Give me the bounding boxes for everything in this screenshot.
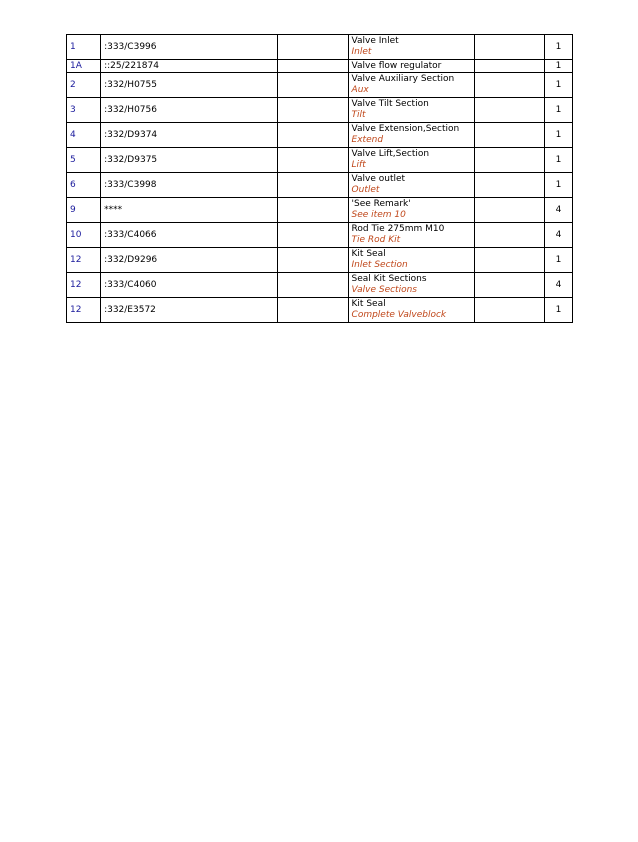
item-number-cell: 5 xyxy=(67,148,101,173)
item-number-cell: 12 xyxy=(67,248,101,273)
empty-cell xyxy=(474,73,544,98)
table-row xyxy=(67,223,573,248)
empty-cell xyxy=(474,173,544,198)
parts-table xyxy=(66,34,573,323)
description-note: Inlet Section xyxy=(351,260,408,270)
quantity-cell: 1 xyxy=(544,148,572,173)
item-number-cell: 3 xyxy=(67,98,101,123)
empty-cell xyxy=(278,98,348,123)
description-note: Extend xyxy=(351,135,384,145)
description-cell xyxy=(348,273,474,298)
table-row xyxy=(67,198,573,223)
table-row xyxy=(67,148,573,173)
description-text: Valve Inlet xyxy=(351,36,399,46)
description-cell xyxy=(348,223,474,248)
empty-cell xyxy=(474,298,544,323)
empty-cell xyxy=(278,123,348,148)
description-cell xyxy=(348,35,474,60)
table-row xyxy=(67,248,573,273)
empty-cell xyxy=(278,35,348,60)
empty-cell xyxy=(474,35,544,60)
part-number-cell: :333/C3996 xyxy=(101,35,278,60)
empty-cell xyxy=(474,273,544,298)
description-text: Valve flow regulator xyxy=(351,60,442,71)
empty-cell xyxy=(278,148,348,173)
table-row xyxy=(67,73,573,98)
quantity-cell: 4 xyxy=(544,223,572,248)
description-note: Complete Valveblock xyxy=(351,310,447,320)
empty-cell xyxy=(474,98,544,123)
description-text: Seal Kit Sections xyxy=(351,274,427,284)
description-note: Aux xyxy=(351,85,369,95)
description-cell xyxy=(348,60,474,73)
description-cell xyxy=(348,198,474,223)
empty-cell xyxy=(278,273,348,298)
quantity-cell: 1 xyxy=(544,248,572,273)
table-row xyxy=(67,298,573,323)
description-cell xyxy=(348,298,474,323)
quantity-cell: 1 xyxy=(544,123,572,148)
empty-cell xyxy=(278,73,348,98)
table-row xyxy=(67,35,573,60)
empty-cell xyxy=(278,298,348,323)
empty-cell xyxy=(474,60,544,73)
description-text: Valve Tilt Section xyxy=(351,99,429,109)
item-number-cell: 4 xyxy=(67,123,101,148)
part-number-cell: :332/H0755 xyxy=(101,73,278,98)
part-number-cell: ::25/221874 xyxy=(101,60,278,73)
description-text: Valve Lift,Section xyxy=(351,149,430,159)
part-number-cell: :333/C4066 xyxy=(101,223,278,248)
description-text: Kit Seal xyxy=(351,299,386,309)
description-note: Inlet xyxy=(351,47,372,57)
description-text: Valve Auxiliary Section xyxy=(351,74,455,84)
empty-cell xyxy=(278,60,348,73)
quantity-cell: 1 xyxy=(544,98,572,123)
description-cell xyxy=(348,98,474,123)
item-number-cell: 9 xyxy=(67,198,101,223)
empty-cell xyxy=(474,123,544,148)
description-note: See item 10 xyxy=(351,210,406,220)
item-number-cell: 10 xyxy=(67,223,101,248)
description-text: Rod Tie 275mm M10 xyxy=(351,224,445,234)
quantity-cell: 4 xyxy=(544,273,572,298)
item-number-cell: 6 xyxy=(67,173,101,198)
description-cell xyxy=(348,73,474,98)
description-cell xyxy=(348,248,474,273)
item-number-cell: 1A xyxy=(67,60,101,73)
quantity-cell: 1 xyxy=(544,173,572,198)
parts-table-body xyxy=(67,35,573,323)
empty-cell xyxy=(278,173,348,198)
table-row xyxy=(67,98,573,123)
part-number-cell: :332/D9374 xyxy=(101,123,278,148)
description-cell xyxy=(348,173,474,198)
item-number-cell: 1 xyxy=(67,35,101,60)
part-number-cell: **** xyxy=(101,198,278,223)
description-cell xyxy=(348,123,474,148)
description-text: 'See Remark' xyxy=(351,199,411,209)
item-number-cell: 12 xyxy=(67,298,101,323)
description-text: Valve Extension,Section xyxy=(351,124,460,134)
empty-cell xyxy=(278,223,348,248)
table-row xyxy=(67,123,573,148)
empty-cell xyxy=(474,223,544,248)
table-row xyxy=(67,173,573,198)
quantity-cell: 1 xyxy=(544,73,572,98)
part-number-cell: :332/E3572 xyxy=(101,298,278,323)
quantity-cell: 1 xyxy=(544,35,572,60)
description-note: Lift xyxy=(351,160,366,170)
quantity-cell: 1 xyxy=(544,298,572,323)
description-note: Tie Rod Kit xyxy=(351,235,401,245)
empty-cell xyxy=(278,248,348,273)
quantity-cell: 4 xyxy=(544,198,572,223)
part-number-cell: :332/D9375 xyxy=(101,148,278,173)
item-number-cell: 2 xyxy=(67,73,101,98)
empty-cell xyxy=(474,248,544,273)
description-cell xyxy=(348,148,474,173)
empty-cell xyxy=(474,198,544,223)
description-note: Tilt xyxy=(351,110,366,120)
quantity-cell: 1 xyxy=(544,60,572,73)
item-number-cell: 12 xyxy=(67,273,101,298)
description-note: Valve Sections xyxy=(351,285,417,295)
table-row xyxy=(67,60,573,73)
part-number-cell: :333/C3998 xyxy=(101,173,278,198)
part-number-cell: :332/D9296 xyxy=(101,248,278,273)
table-row xyxy=(67,273,573,298)
description-text: Kit Seal xyxy=(351,249,386,259)
description-note: Outlet xyxy=(351,185,380,195)
part-number-cell: :333/C4060 xyxy=(101,273,278,298)
empty-cell xyxy=(474,148,544,173)
empty-cell xyxy=(278,198,348,223)
part-number-cell: :332/H0756 xyxy=(101,98,278,123)
description-text: Valve outlet xyxy=(351,174,406,184)
